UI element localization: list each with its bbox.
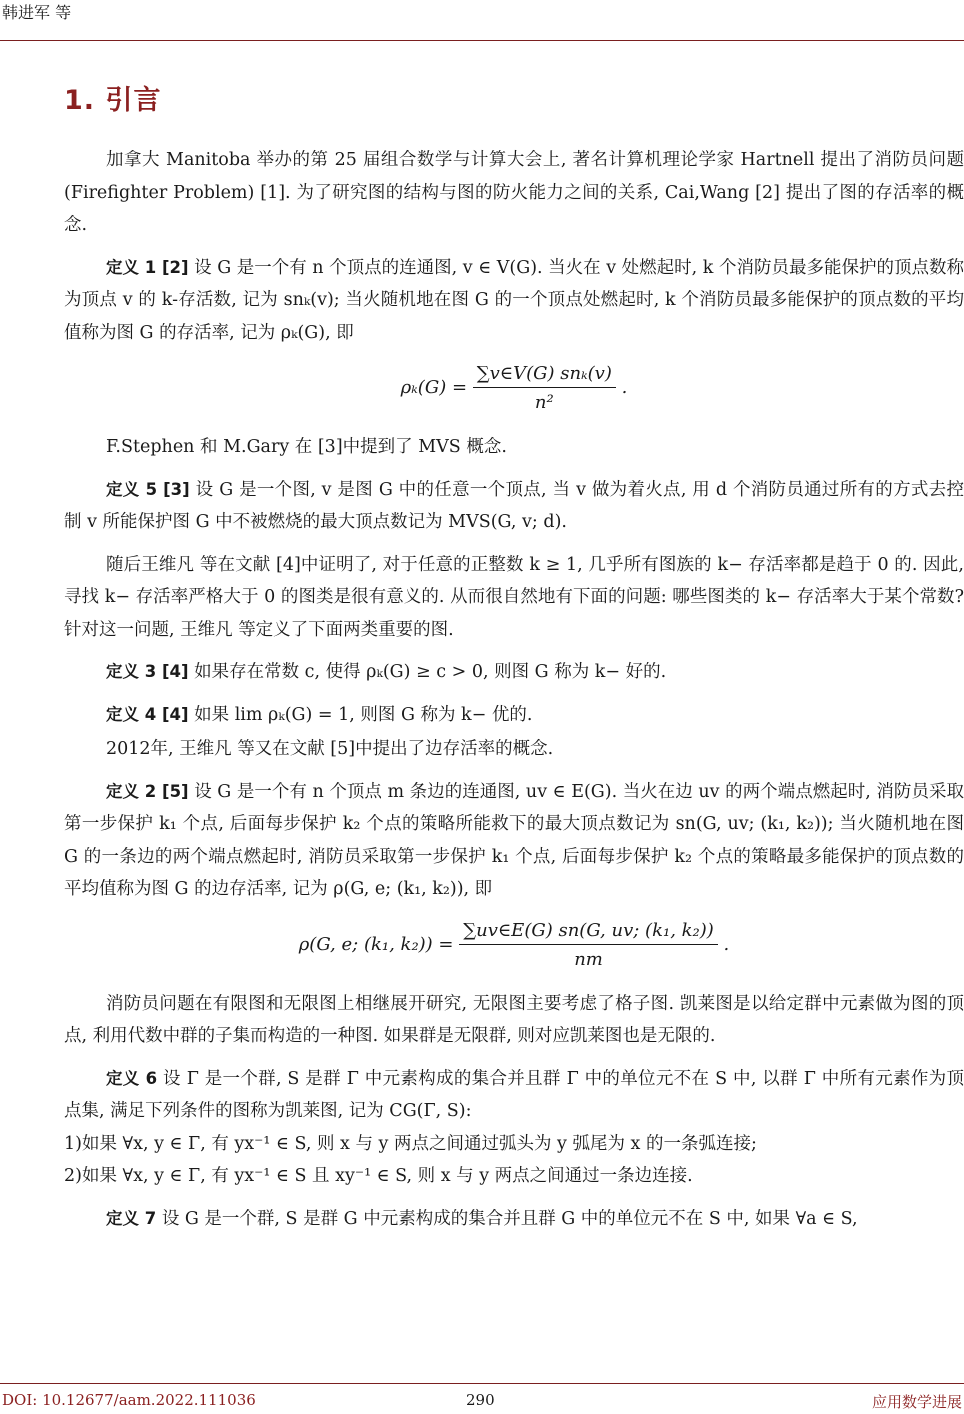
- definition-label: 定义 6: [106, 1068, 158, 1088]
- equation-numerator: ∑uv∈E(G) sn(G, uv; (k₁, k₂)): [459, 920, 718, 945]
- definition-5: [64, 474, 964, 539]
- equation-lhs: ρ(G, e; (k₁, k₂)) =: [298, 933, 454, 955]
- definition-3: [64, 656, 964, 689]
- definition-text: 设 G 是一个图, v 是图 G 中的任意一个顶点, 当 v 做为着火点, 用 d 个消防员通过所有的方式去控制 v 所能保护图 G 中不被燃烧的最大顶点数记为 MVS(G, v; d).: [64, 479, 964, 532]
- equation-lhs: ρₖ(G) =: [400, 377, 468, 398]
- equation-edge-survival-rate: [64, 920, 964, 970]
- definition-label: 定义 1 [2]: [106, 257, 189, 277]
- definition-text: 如果 lim ρₖ(G) = 1, 则图 G 称为 k− 优的.: [194, 704, 533, 725]
- footer-divider: [0, 1383, 964, 1384]
- definition-text: 设 G 是一个有 n 个顶点 m 条边的连通图, uv ∈ E(G). 当火在边 uv 的两个端点燃起时, 消防员采取第一步保护 k₁ 个点, 后面每步保护 k₂ 个点的策略所能救下的最大顶点数记为 sn(G, uv; (k₁, k₂)); 当火随机地在图 G 的一条边的两个端点燃起时, 消防员采取第一步保护 k₁ 个点, 后面每步保护 k₂ 个点的策略最多能保护的顶点数的平均值称为图 G 的边存活率, 记为 ρ(G, e; (k₁, k₂)), 即: [64, 781, 964, 899]
- definition-2: [64, 776, 964, 906]
- condition-1: 1)如果 ∀x, y ∈ Γ, 有 yx⁻¹ ∈ S, 则 x 与 y 两点之间通过弧头为 y 弧尾为 x 的一条弧连接;: [64, 1133, 757, 1154]
- definition-6: [64, 1063, 964, 1128]
- equation-survival-rate: [64, 363, 964, 413]
- definition-label: 定义 2 [5]: [106, 781, 189, 801]
- definition-1: [64, 252, 964, 350]
- running-header-author: 韩进军 等: [2, 3, 72, 22]
- definition-text: 设 G 是一个有 n 个顶点的连通图, v ∈ V(G). 当火在 v 处燃起时, k 个消防员最多能保护的顶点数称为顶点 v 的 k-存活数, 记为 snₖ(v); 当火随机地在图 G 的一个顶点处燃起时, k 个消防员最多能保护的顶点数的平均值称为图 G 的存活率, 记为 ρₖ(G), 即: [64, 257, 964, 343]
- equation-fraction: [473, 363, 616, 413]
- definition-label: 定义 4 [4]: [106, 704, 189, 724]
- paragraph-intro: 加拿大 Manitoba 举办的第 25 届组合数学与计算大会上, 著名计算机理论学家 Hartnell 提出了消防员问题(Firefighter Problem) [1]. 为了研究图的结构与图的防火能力之间的关系, Cai,Wang [2] 提出了图的存活率的概念.: [64, 150, 964, 235]
- paragraph-stephen: F.Stephen 和 M.Gary 在 [3]中提到了 MVS 概念.: [106, 437, 507, 457]
- equation-tail: .: [723, 933, 730, 955]
- equation-tail: .: [621, 377, 628, 398]
- paragraph-cayley: 消防员问题在有限图和无限图上相继展开研究, 无限图主要考虑了格子图. 凯莱图是以给定群中元素做为图的顶点, 利用代数中群的子集而构造的一种图. 如果群是无限群, 则对应凯莱图也是无限的.: [64, 993, 964, 1046]
- footer-doi-link[interactable]: DOI: 10.12677/aam.2022.111036: [2, 1391, 256, 1409]
- equation-numerator: ∑v∈V(G) snₖ(v): [473, 363, 616, 388]
- definition-text: 如果存在常数 c, 使得 ρₖ(G) ≥ c > 0, 则图 G 称为 k− 好的.: [194, 662, 667, 682]
- definition-label: 定义 7: [106, 1208, 157, 1228]
- footer-journal-name[interactable]: 应用数学进展: [871, 1393, 962, 1411]
- definition-7: [64, 1203, 964, 1236]
- definition-label: 定义 5 [3]: [106, 479, 190, 499]
- paragraph-wang: 随后王维凡 等在文献 [4]中证明了, 对于任意的正整数 k ≥ 1, 几乎所有图族的 k− 存活率都是趋于 0 的. 因此, 寻找 k− 存活率严格大于 0 的图类是很有意义的. 从而很自然地有下面的问题: 哪些图类的 k− 存活率大于某个常数? 针对这一问题, 王维凡 等定义了下面两类重要的图.: [64, 554, 964, 640]
- footer-page-number: 290: [466, 1391, 495, 1409]
- header-divider: [0, 40, 964, 41]
- article-body: [64, 144, 964, 1245]
- equation-denominator: nm: [574, 948, 603, 970]
- paragraph-2012: 2012年, 王维凡 等又在文献 [5]中提出了边存活率的概念.: [106, 739, 554, 759]
- equation-fraction: [459, 920, 718, 970]
- section-title: 1. 引言: [64, 85, 162, 116]
- definition-text: 设 G 是一个群, S 是群 G 中元素构成的集合并且群 G 中的单位元不在 S 中, 如果 ∀a ∈ S,: [161, 1208, 858, 1229]
- equation-denominator: n²: [534, 392, 554, 413]
- definition-text: 设 Γ 是一个群, S 是群 Γ 中元素构成的集合并且群 Γ 中的单位元不在 S 中, 以群 Γ 中所有元素作为顶点集, 满足下列条件的图称为凯莱图, 记为 CG(Γ, S):: [64, 1068, 964, 1121]
- definition-label: 定义 3 [4]: [106, 662, 189, 681]
- definition-4: [64, 699, 964, 732]
- condition-2: 2)如果 ∀x, y ∈ Γ, 有 yx⁻¹ ∈ S 且 xy⁻¹ ∈ S, 则 x 与 y 两点之间通过一条边连接.: [64, 1166, 693, 1186]
